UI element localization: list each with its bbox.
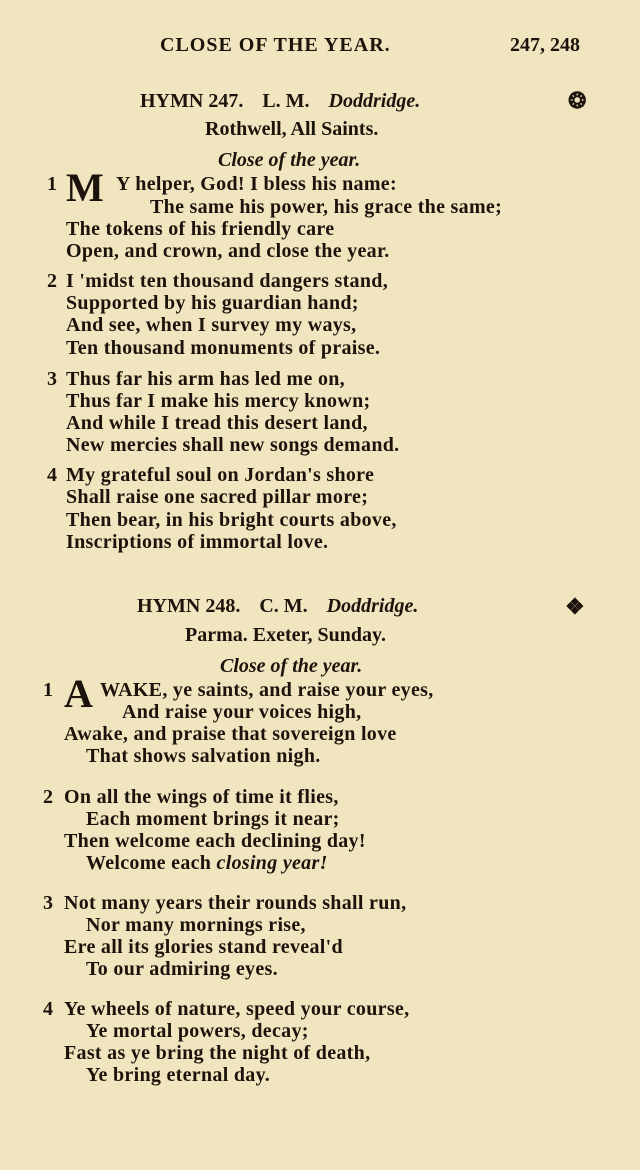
verse-line: Ye mortal powers, decay; [86,1020,309,1042]
verse-line: Ye bring eternal day. [86,1064,271,1086]
verse-line: Ere all its glories stand reveal'd [64,936,343,958]
hymn-247-tunes: Rothwell, All Saints. [205,118,379,140]
hymn-248-subject: Close of the year. [220,655,363,677]
verse-line: And while I tread this desert land, [66,412,368,434]
running-head: CLOSE OF THE YEAR. [160,34,391,56]
drop-cap: M [66,165,104,210]
hymn-248-heading [137,595,418,618]
verse-line: Each moment brings it near; [86,808,340,830]
verse-number: 3 [43,892,53,914]
hymn-meter: C. M. [259,595,308,617]
hymn-number: HYMN 248. [137,595,241,617]
hymn-number: HYMN 247. [140,90,244,112]
verse-text: Welcome each [86,852,217,874]
verse-line: Not many years their rounds shall run, [64,892,407,914]
verse-line: Nor many mornings rise, [86,914,306,936]
verse-number: 1 [43,679,53,701]
verse-line: Ten thousand monuments of praise. [66,337,381,359]
verse-line: On all the wings of time it flies, [64,786,339,808]
ornament-icon: ❖ [565,594,585,619]
verse-number: 3 [47,368,57,390]
verse-line: Then bear, in his bright courts above, [66,509,397,531]
verse-line: Y helper, God! I bless his name: [116,173,397,195]
verse-number: 4 [43,998,53,1020]
verse-number: 1 [47,173,57,195]
verse-line: Fast as ye bring the night of death, [64,1042,371,1064]
verse-line: I 'midst ten thousand dangers stand, [66,270,388,292]
hymn-author: Doddridge. [328,90,421,112]
verse-line: New mercies shall new songs demand. [66,434,400,456]
verse-line: Shall raise one sacred pillar more; [66,486,369,508]
verse-line: To our admiring eyes. [86,958,278,980]
verse-line: My grateful soul on Jordan's shore [66,464,375,486]
verse-line: And raise your voices high, [122,701,362,723]
verse-text-italic: closing year! [216,852,328,874]
hymn-meter: L. M. [262,90,310,112]
verse-line: The same his power, his grace the same; [150,196,503,218]
verse-line: Awake, and praise that sovereign love [64,723,397,745]
verse-line: Inscriptions of immortal love. [66,531,329,553]
verse-line: Thus far I make his mercy known; [66,390,371,412]
verse-line: Supported by his guardian hand; [66,292,359,314]
verse-line: That shows salvation nigh. [86,745,321,767]
hymn-247-subject: Close of the year. [218,149,361,171]
verse-number: 2 [43,786,53,808]
verse-line: Ye wheels of nature, speed your course, [64,998,410,1020]
verse-line: WAKE, ye saints, and raise your eyes, [100,679,434,701]
verse-line: Open, and crown, and close the year. [66,240,390,262]
verse-line: The tokens of his friendly care [66,218,335,240]
verse-line: Thus far his arm has led me on, [66,368,345,390]
verse-line [86,852,328,875]
verse-line: Then welcome each declining day! [64,830,366,852]
verse-number: 4 [47,464,57,486]
ornament-icon: ❂ [568,88,587,113]
verse-number: 2 [47,270,57,292]
page-numbers: 247, 248 [510,34,580,56]
hymn-247-heading [140,90,420,113]
hymn-248-tunes: Parma. Exeter, Sunday. [185,624,386,646]
hymn-author: Doddridge. [326,595,419,617]
verse-line: And see, when I survey my ways, [66,314,357,336]
drop-cap: A [64,671,93,716]
